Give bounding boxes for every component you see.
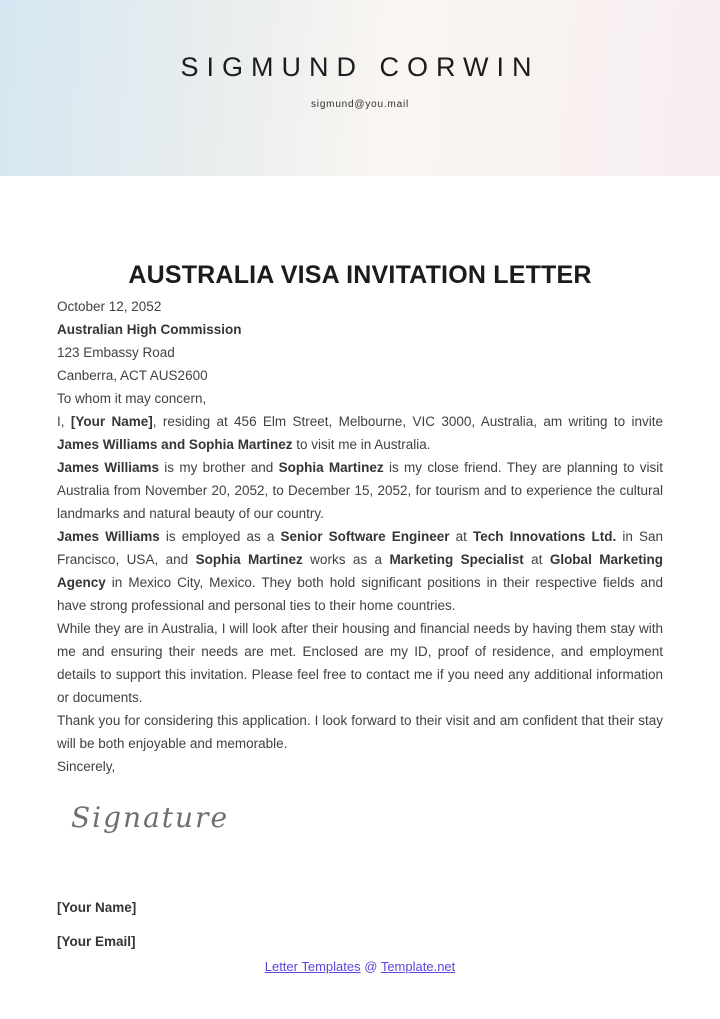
text-segment: in Mexico City, Mexico. They both hold significant positions in their respective fields and have strong professional and personal ties to their home countries. xyxy=(57,575,663,613)
letter-title: AUSTRALIA VISA INVITATION LETTER xyxy=(128,261,592,289)
sender-name-placeholder: [Your Name] xyxy=(57,900,137,915)
paragraph-support xyxy=(57,617,663,709)
paragraph-thanks xyxy=(57,709,663,755)
text-segment: Sophia Martinez xyxy=(278,460,384,475)
paragraph-introduction xyxy=(57,410,663,456)
text-segment: [Your Name] xyxy=(70,414,153,429)
template-net-link[interactable]: Template.net xyxy=(380,959,456,974)
footer xyxy=(57,958,663,976)
text-segment: to visit me in Australia. xyxy=(292,437,431,452)
letter-content xyxy=(57,258,663,976)
paragraph-relationship xyxy=(57,456,663,525)
recipient-name: Australian High Commission xyxy=(57,322,242,337)
paragraph-employment xyxy=(57,525,663,617)
text-segment: Global Marketing Agency xyxy=(57,552,663,590)
footer-separator: @ xyxy=(364,959,378,974)
text-segment: Marketing Specialist xyxy=(389,552,524,567)
text-segment: , residing at 456 Elm Street, Melbourne, VIC 3000, Australia, am writing to invite xyxy=(152,414,663,429)
sender-email-placeholder: [Your Email] xyxy=(57,934,136,949)
text-segment: at xyxy=(449,529,473,544)
salutation: To whom it may concern, xyxy=(57,391,207,406)
text-segment: works as a xyxy=(302,552,390,567)
text-segment: at xyxy=(523,552,550,567)
text-segment: is employed as a xyxy=(159,529,281,544)
letter-date: October 12, 2052 xyxy=(57,299,162,314)
text-segment: While they are in Australia, I will look after their housing and financial needs by having them stay with me and ensuring their needs are met. Enclosed are my ID, proof of residence, and employment details to support this invitation. Please feel free to contact me if you need any additional information or documents. xyxy=(57,621,663,705)
closing: Sincerely, xyxy=(57,759,116,774)
text-segment: Tech Innovations Ltd. xyxy=(472,529,617,544)
text-segment: is my close friend. They are planning to visit Australia from November 20, 2052, to December 15, 2052, for tourism and to experience the cultural landmarks and natural beauty of our country. xyxy=(57,460,664,521)
text-segment: James Williams xyxy=(57,460,159,475)
letterhead-email: sigmund@you.mail xyxy=(311,99,409,110)
letterhead-name: SIGMUND CORWIN xyxy=(180,52,540,82)
signature-script: Signature xyxy=(71,801,230,834)
text-segment: James Williams and Sophia Martinez xyxy=(57,437,293,452)
text-segment: I, xyxy=(57,414,71,429)
text-segment: James Williams xyxy=(57,529,160,544)
letterhead xyxy=(0,0,720,176)
text-segment: in San Francisco, USA, and xyxy=(57,529,663,567)
text-segment: is my brother and xyxy=(159,460,279,475)
recipient-address-line-1: 123 Embassy Road xyxy=(57,345,175,360)
letter-templates-link[interactable]: Letter Templates xyxy=(264,959,361,974)
text-segment: Senior Software Engineer xyxy=(280,529,450,544)
text-segment: Sophia Martinez xyxy=(195,552,303,567)
recipient-address-line-2: Canberra, ACT AUS2600 xyxy=(57,368,208,383)
text-segment: Thank you for considering this application. I look forward to their visit and am confident that their stay will be both enjoyable and memorable. xyxy=(57,713,663,751)
